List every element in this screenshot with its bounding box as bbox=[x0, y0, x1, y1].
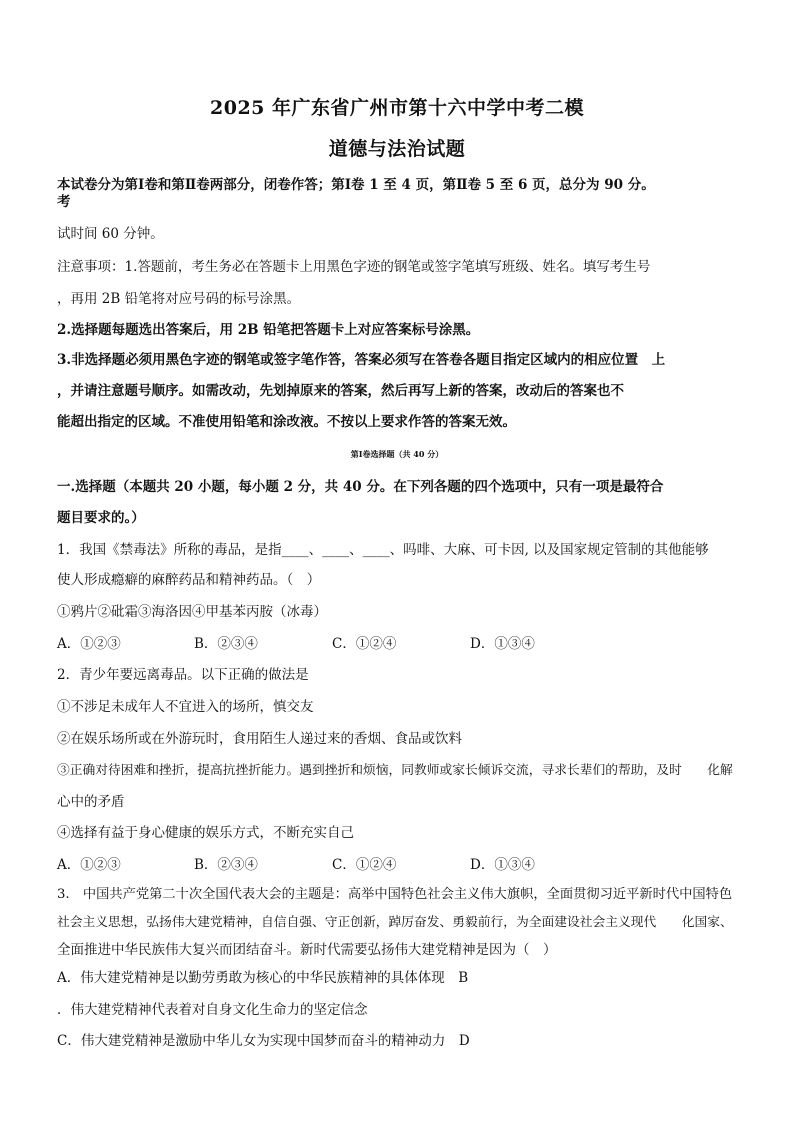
intro-line-2: 考 bbox=[57, 194, 71, 210]
notes-line-3: 2.选择题每题选出答案后，用 2B 铅笔把答题卡上对应答案标号涂黑。 bbox=[57, 322, 480, 338]
q1-option-c: C．①②④ bbox=[332, 636, 397, 652]
q1-line-1: 1．我国《禁毒法》所称的毒品，是指____、____、____、吗啡、大麻、可卡因, 以及国家规定管制的其他能够 bbox=[57, 542, 709, 558]
q3-line-2: 社会主义思想，弘扬伟大建党精神，自信自强、守正创新，踔厉奋发、勇毅前行，为全面建设社会主义现代 化国家、 bbox=[57, 915, 733, 930]
q1-option-a: A．①②③ bbox=[57, 636, 121, 652]
notes-line-6: 能超出指定的区域。不准使用铅笔和涂改液。不按以上要求作答的答案无效。 bbox=[57, 414, 516, 430]
q2-option-a: A．①②③ bbox=[57, 857, 121, 873]
notes-line-4: 3.非选择题必须用黑色字迹的钢笔或签字笔作答，答案必须写在答卷各题目指定区域内的相应位置 上 bbox=[57, 352, 666, 368]
q1-line-3: ①鸦片②砒霜③海洛因④甲基苯丙胺（冰毒） bbox=[57, 604, 327, 620]
q3-line-1: 3. 中国共产党第二十次全国代表大会的主题是：高举中国特色社会主义伟大旗帜，全面贯彻习近平新时代中国特色 bbox=[57, 887, 733, 902]
exam-title: 2025 年广东省广州市第十六中学中考二模 bbox=[210, 97, 584, 119]
q3-line-3: 全面推进中华民族伟大复兴而团结奋斗。新时代需要弘扬伟大建党精神是因为（ ） bbox=[57, 942, 557, 958]
q2-line-6: ④选择有益于身心健康的娱乐方式，不断充实自己 bbox=[57, 825, 354, 841]
intro-line-1: 本试卷分为第Ⅰ卷和第Ⅱ卷两部分，闭卷作答；第Ⅰ卷 1 至 4 页，第Ⅱ卷 5 至 6 页，总分为 90 分。 bbox=[57, 177, 655, 193]
q2-option-d: D．①③④ bbox=[470, 857, 535, 873]
exam-subtitle: 道德与法治试题 bbox=[328, 138, 466, 160]
q2-line-4: ③正确对待困难和挫折，提高抗挫折能力。遇到挫折和烦恼，同教师或家长倾诉交流，寻求长辈们的帮助，及时 化解 bbox=[57, 763, 733, 778]
notes-line-2: ，再用 2B 铅笔将对应号码的标号涂黑。 bbox=[57, 291, 301, 307]
q1-option-b: B．②③④ bbox=[194, 636, 258, 652]
q1-option-d: D．①③④ bbox=[470, 636, 535, 652]
section-title: 第Ⅰ卷选择题（共 40 分） bbox=[350, 449, 444, 459]
intro-line-3: 试时间 60 分钟。 bbox=[57, 226, 164, 242]
q3-line-5: ．伟大建党精神代表着对自身文化生命力的坚定信念 bbox=[57, 1002, 368, 1018]
section-desc-line-1: 一.选择题（本题共 20 小题，每小题 2 分，共 40 分。在下列各题的四个选项中，只有一项是最符合 bbox=[57, 479, 664, 495]
q2-line-2: ①不涉足未成年人不宜进入的场所，慎交友 bbox=[57, 699, 314, 715]
notes-line-1: 注意事项：1.答题前，考生务必在答题卡上用黑色字迹的钢笔或签字笔填写班级、姓名。填写考生号 bbox=[57, 259, 651, 275]
q2-option-c: C．①②④ bbox=[332, 857, 397, 873]
q2-line-5: 心中的矛盾 bbox=[57, 794, 125, 810]
notes-line-5: ，并请注意题号顺序。如需改动，先划掉原来的答案，然后再写上新的答案，改动后的答案也不 bbox=[57, 383, 624, 399]
section-desc-line-2: 题目要求的。） bbox=[57, 510, 145, 526]
q1-line-2: 使人形成瘾癖的麻醉药品和精神药品。（ ） bbox=[57, 572, 321, 588]
q2-line-1: 2．青少年要远离毒品。以下正确的做法是 bbox=[57, 667, 309, 683]
q3-line-6: C．伟大建党精神是激励中华儿女为实现中国梦而奋斗的精神动力 D bbox=[57, 1033, 470, 1049]
q2-line-3: ②在娱乐场所或在外游玩时，食用陌生人递过来的香烟、食品或饮料 bbox=[57, 731, 462, 747]
q3-line-4: A．伟大建党精神是以勤劳勇敢为核心的中华民族精神的具体体现 B bbox=[57, 970, 469, 986]
q2-option-b: B．②③④ bbox=[194, 857, 258, 873]
